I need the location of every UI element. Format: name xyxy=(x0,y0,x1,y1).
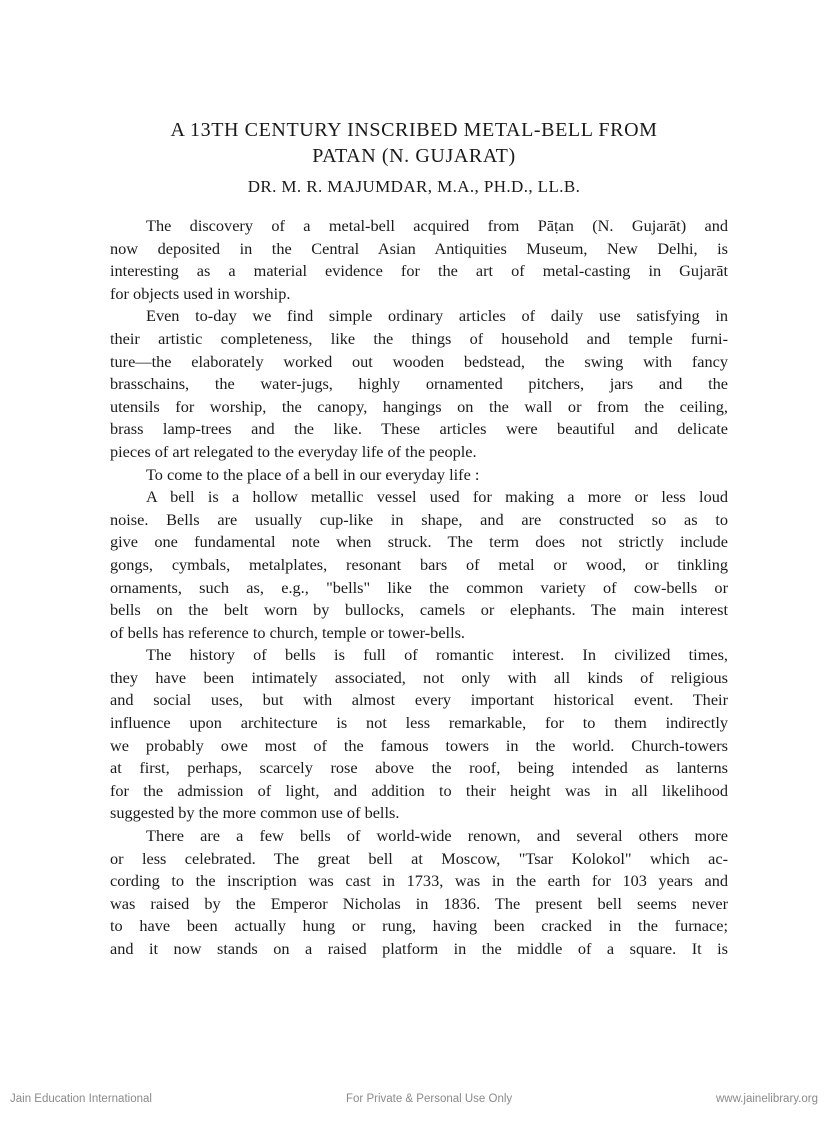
article-title-line-1: A 13TH CENTURY INSCRIBED METAL-BELL FROM xyxy=(170,119,658,141)
text-line: influence upon architecture is not less remarkable, for to them indirectly xyxy=(110,713,728,733)
text-line: at first, perhaps, scarcely rose above the roof, being intended as lanterns xyxy=(110,758,728,778)
text-line: suggested by the more common use of bells. xyxy=(110,803,400,823)
text-line: now deposited in the Central Asian Antiquities Museum, New Delhi, is xyxy=(110,238,728,258)
text-line: cording to the inscription was cast in 1733, was in the earth for 103 years and xyxy=(110,871,728,891)
text-line: bells on the belt worn by bullocks, camels or elephants. The main interest xyxy=(110,600,728,620)
text-line: give one fundamental note when struck. The term does not strictly include xyxy=(110,532,728,552)
footer-usage-note: For Private & Personal Use Only xyxy=(346,1093,513,1105)
text-line: utensils for worship, the canopy, hangings on the wall or from the ceiling, xyxy=(110,396,728,416)
text-line: The history of bells is full of romantic interest. In civilized times, xyxy=(146,645,728,665)
article-title-line-2: PATAN (N. GUJARAT) xyxy=(312,145,516,167)
text-line: they have been intimately associated, not only with all kinds of religious xyxy=(110,667,728,687)
text-line: we probably owe most of the famous towers in the world. Church-towers xyxy=(110,735,728,755)
article-body xyxy=(110,215,728,961)
text-line: There are a few bells of world-wide renown, and several others more xyxy=(146,826,728,846)
text-line: was raised by the Emperor Nicholas in 1836. The present bell seems never xyxy=(110,893,728,913)
text-line: To come to the place of a bell in our everyday life : xyxy=(146,464,480,484)
text-line: or less celebrated. The great bell at Moscow, "Tsar Kolokol" which ac- xyxy=(110,848,728,868)
footer-publisher: Jain Education International xyxy=(10,1093,152,1105)
text-line: A bell is a hollow metallic vessel used for making a more or less loud xyxy=(146,487,728,507)
text-line: brasschains, the water-jugs, highly ornamented pitchers, jars and the xyxy=(110,374,728,394)
text-line: Even to-day we find simple ordinary articles of daily use satisfying in xyxy=(146,306,728,326)
text-line: pieces of art relegated to the everyday life of the people. xyxy=(110,441,477,461)
text-line: their artistic completeness, like the things of household and temple furni- xyxy=(110,328,728,348)
text-line: noise. Bells are usually cup-like in shape, and are constructed so as to xyxy=(110,509,728,529)
text-line: and social uses, but with almost every important historical event. Their xyxy=(110,690,728,710)
author-byline: DR. M. R. MAJUMDAR, M.A., PH.D., LL.B. xyxy=(247,177,581,196)
text-line: interesting as a material evidence for the art of metal-casting in Gujarāt xyxy=(110,261,728,281)
footer-website-link[interactable]: www.jainelibrary.org xyxy=(715,1093,818,1105)
text-line: gongs, cymbals, metalplates, resonant bars of metal or wood, or tinkling xyxy=(110,554,728,574)
text-line: brass lamp-trees and the like. These articles were beautiful and delicate xyxy=(110,419,728,439)
text-line: to have been actually hung or rung, having been cracked in the furnace; xyxy=(110,916,728,936)
text-line: for objects used in worship. xyxy=(110,283,291,303)
text-line: The discovery of a metal-bell acquired from Pāṭan (N. Gujarāt) and xyxy=(146,216,728,235)
text-line: for the admission of light, and addition to their height was in all likelihood xyxy=(110,780,728,800)
text-line: ornaments, such as, e.g., "bells" like the common variety of cow-bells or xyxy=(110,577,728,597)
text-line: of bells has reference to church, temple or tower-bells. xyxy=(110,622,465,642)
text-line: ture—the elaborately worked out wooden bedstead, the swing with fancy xyxy=(110,351,728,371)
text-line: and it now stands on a raised platform in the middle of a square. It is xyxy=(110,939,728,958)
